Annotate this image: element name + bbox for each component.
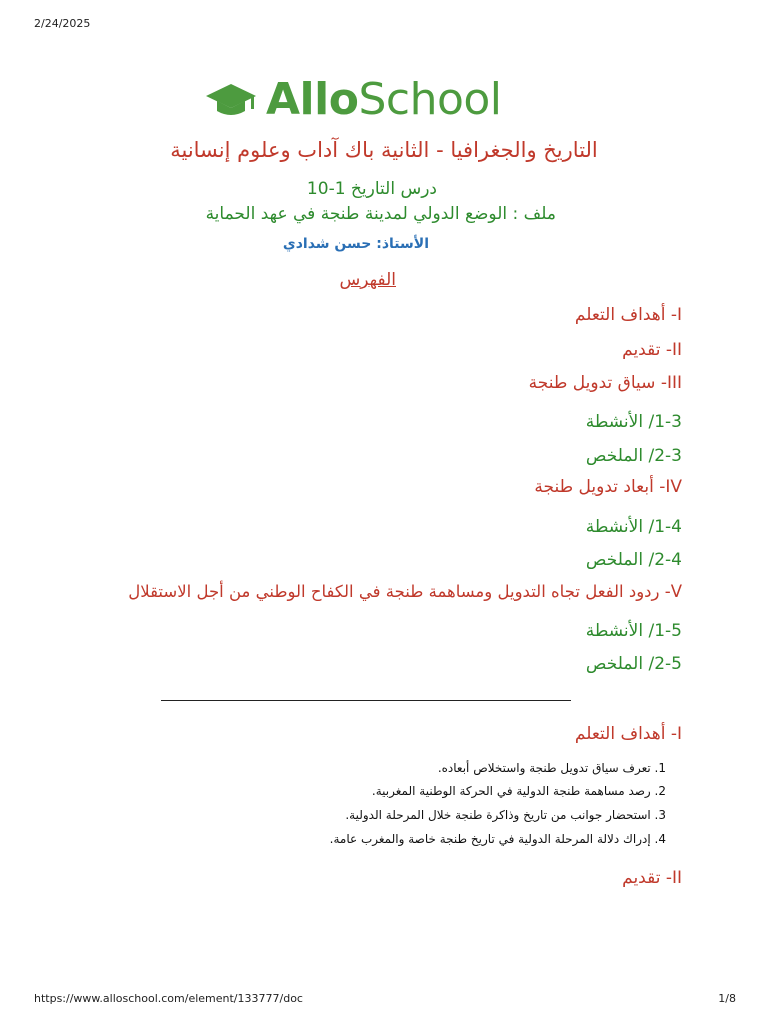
section-heading-goals: I- أهداف التعلم [574, 724, 682, 744]
alloschool-logo[interactable] [204, 74, 502, 125]
goal-item: 2. رصد مساهمة طنجة الدولية في الحركة الوطنية المغربية. [371, 784, 666, 798]
index-title: الفهرس [339, 270, 396, 290]
goal-item: 3. استحضار جوانب من تاريخ وذاكرة طنجة خلال المرحلة الدولية. [345, 808, 666, 822]
logo-text-regular: School [358, 74, 502, 125]
toc-item[interactable]: 1-3/ الأنشطة [585, 412, 682, 432]
toc-item[interactable]: 2-4/ الملخص [585, 550, 682, 570]
toc-item[interactable]: 2-3/ الملخص [585, 446, 682, 466]
goal-item: 4. إدراك دلالة المرحلة الدولية في تاريخ طنجة خاصة والمغرب عامة. [329, 832, 666, 846]
toc-item[interactable]: IV- أبعاد تدويل طنجة [534, 477, 682, 497]
section-heading-intro: II- تقديم [622, 868, 682, 888]
toc-item[interactable]: 1-5/ الأنشطة [585, 621, 682, 641]
file-title: ملف : الوضع الدولي لمدينة طنجة في عهد الحماية [205, 204, 556, 224]
logo-text-bold: Allo [266, 74, 359, 125]
section-divider [161, 700, 571, 701]
teacher-name: الأستاذ: حسن شدادي [282, 236, 429, 252]
toc-item[interactable]: I- أهداف التعلم [574, 305, 682, 325]
graduation-cap-icon [204, 80, 258, 120]
toc-item[interactable]: 2-5/ الملخص [585, 654, 682, 674]
print-date: 2/24/2025 [34, 17, 91, 30]
goal-item: 1. تعرف سياق تدويل طنجة واستخلاص أبعاده. [437, 761, 666, 775]
footer-url[interactable]: https://www.alloschool.com/element/133777/doc [34, 992, 303, 1005]
toc-item[interactable]: 1-4/ الأنشطة [585, 517, 682, 537]
logo-wordmark [266, 74, 502, 125]
lesson-title: درس التاريخ 1-10 [306, 179, 437, 199]
subject-title: التاريخ والجغرافيا - الثانية باك آداب وعلوم إنسانية [170, 138, 598, 162]
toc-item[interactable]: II- تقديم [622, 340, 682, 360]
page-number: 1/8 [718, 992, 736, 1005]
toc-item[interactable]: III- سياق تدويل طنجة [528, 373, 682, 393]
toc-item[interactable]: V- ردود الفعل تجاه التدويل ومساهمة طنجة في الكفاح الوطني من أجل الاستقلال [128, 582, 682, 601]
